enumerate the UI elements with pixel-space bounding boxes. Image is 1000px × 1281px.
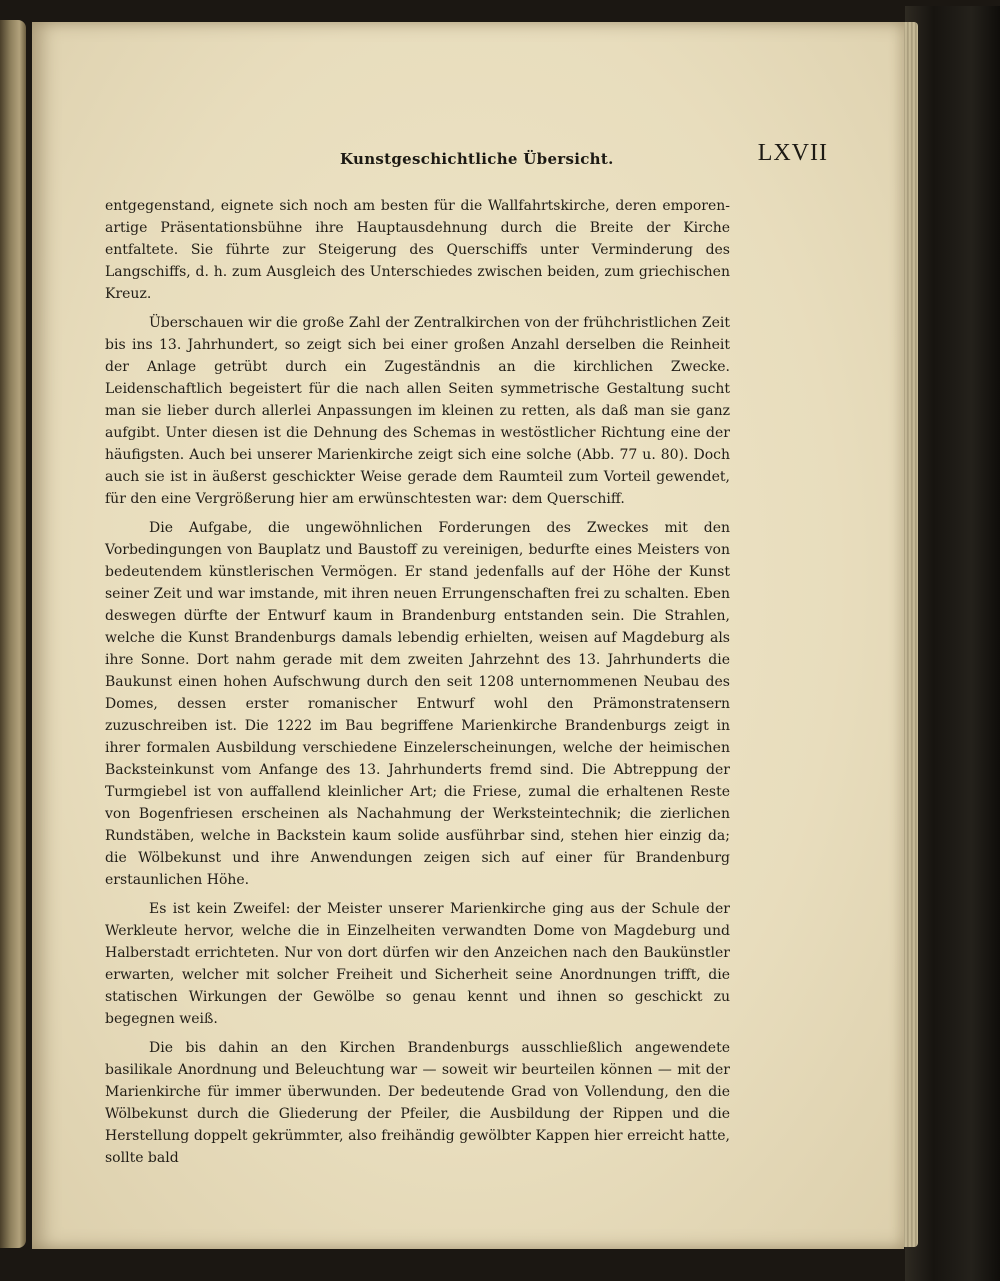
paragraph: Überschauen wir die große Zahl der Zentralkirchen von der frühchristlichen Zeit bis ins 13. Jahrhundert, so zeigt sich bei einer großen Anzahl derselben die Reinheit der Anlage getrübt durch ein Zugeständnis an die kirchlichen Zwecke. Leidenschaftlich begeistert für die nach allen Seiten symmetrische Gestaltung sucht man sie lieber durch allerlei Anpassungen im kleinen zu retten, als daß man sie ganz aufgibt. Unter diesen ist die Dehnung des Schemas in westöstlicher Richtung eine der häufigsten. Auch bei unserer Marienkirche zeigt sich eine solche (Abb. 77 u. 80). Doch auch sie ist in äußerst geschickter Weise gerade dem Raumteil zum Vorteil gewendet, für den eine Vergrößerung hier am erwünschtesten war: dem Querschiff.: [105, 315, 730, 507]
paragraph: Es ist kein Zweifel: der Meister unserer Marienkirche ging aus der Schule der Werkleute hervor, welche die in Einzelheiten verwandten Dome von Magdeburg und Halberstadt errichteten. Nur von dort dürfen wir den Anzeichen nach den Baukünstler erwarten, welcher mit solcher Freiheit und Sicherheit seine Anordnungen trifft, die statischen Wirkungen der Gewölbe so genau kennt und ihnen so geschickt zu begegnen weiß.: [105, 901, 730, 1027]
paragraph: Die bis dahin an den Kirchen Brandenburgs ausschließlich angewendete basilikale Anordnung und Beleuchtung war — soweit wir beurteilen können — mit der Marienkirche für immer überwunden. Der bedeutende Grad von Vollendung, den die Wölbekunst durch die Gliederung der Pfeiler, die Ausbildung der Rippen und die Herstellung doppelt gekrümmter, also freihändig gewölbter Kappen hier erreicht hatte, sollte bald: [105, 1040, 730, 1166]
book-cover-edge: [905, 6, 1000, 1281]
page-header: [100, 140, 830, 180]
page-number: LXVII: [757, 140, 828, 166]
running-title: Kunstgeschichtliche Übersicht.: [340, 150, 614, 168]
paragraph: entgegenstand, eignete sich noch am besten für die Wallfahrtskirche, deren emporen-artige Präsentationsbühne ihre Hauptausdehnung durch die Breite der Kirche entfaltete. Sie führte zur Steigerung des Querschiffs unter Verminderung des Langschiffs, d. h. zum Ausgleich des Unterschiedes zwischen beiden, zum griechischen Kreuz.: [105, 198, 730, 302]
paragraph: Die Aufgabe, die ungewöhnlichen Forderungen des Zweckes mit den Vorbedingungen von Bauplatz und Baustoff zu vereinigen, bedurfte eines Meisters von bedeutendem künstlerischen Vermögen. Er stand jedenfalls auf der Höhe der Kunst seiner Zeit und war imstande, mit ihren neuen Errungenschaften frei zu schalten. Eben deswegen dürfte der Entwurf kaum in Brandenburg entstanden sein. Die Strahlen, welche die Kunst Brandenburgs damals lebendig erhielten, weisen auf Magdeburg als ihre Sonne. Dort nahm gerade mit dem zweiten Jahrzehnt des 13. Jahrhunderts die Baukunst einen hohen Aufschwung durch den seit 1208 unternommenen Neubau des Domes, dessen erster romanischer Entwurf wohl den Prämonstratensern zuzuschreiben ist. Die 1222 im Bau begriffene Marienkirche Brandenburgs zeigt in ihrer formalen Ausbildung verschiedene Einzelerscheinungen, welche der heimischen Backsteinkunst vom Anfange des 13. Jahrhunderts fremd sind. Die Abtreppung der Turmgiebel ist von auffallend kleinlicher Art; die Friese, zumal die erhaltenen Reste von Bogenfriesen erscheinen als Nachahmung der Werksteintechnik; die zierlichen Rundstäben, welche in Backstein kaum solide ausführbar sind, stehen hier einzig da; die Wölbekunst und ihre Anwendungen zeigen sich auf einer für Brandenburg erstaunlichen Höhe.: [105, 520, 730, 888]
left-page-edge: [0, 20, 26, 1248]
body-text: [105, 195, 730, 1176]
